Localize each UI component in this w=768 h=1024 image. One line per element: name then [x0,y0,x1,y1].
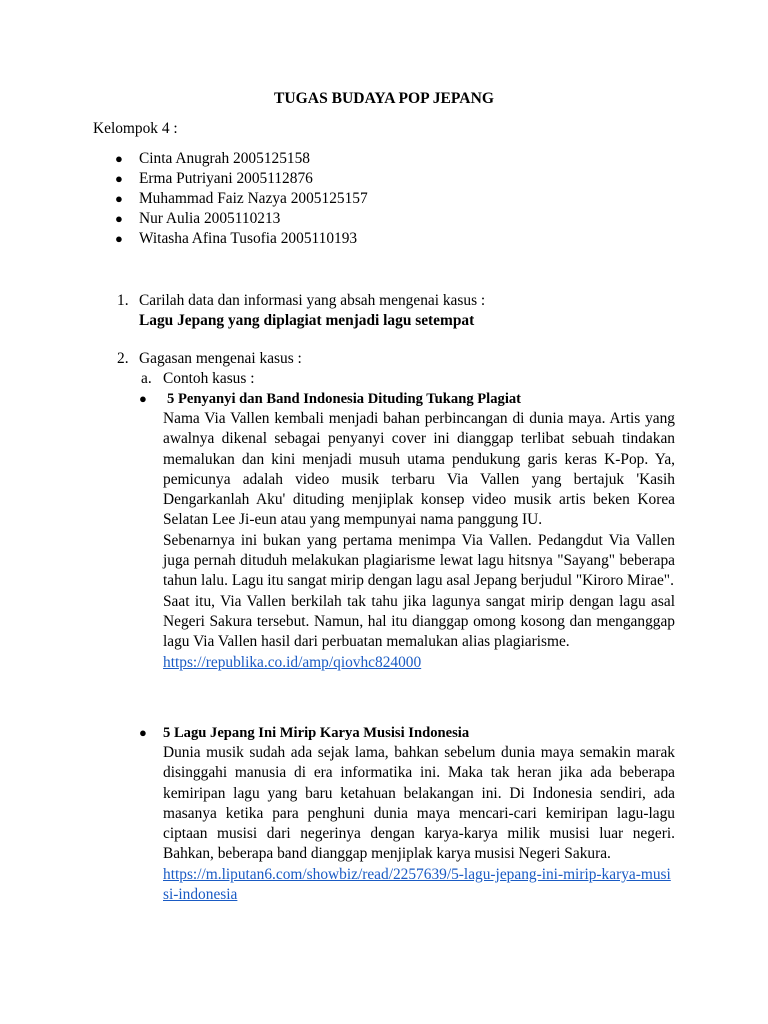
member-name: Erma Putriyani 2005112876 [139,170,313,187]
item-1-text: Carilah data dan informasi yang absah mengenai kasus : [139,292,486,309]
bullet-icon: ● [115,151,123,166]
case-1-paragraph-1: Nama Via Vallen kembali menjadi bahan perbincangan di dunia maya. Artis yang awalnya dikenal sebagai penyanyi cover ini dianggap terlibat sebuah tindakan memalukan dan kini menjadi musuh utama pendukung garis keras K-Pop. Ya, pemicunya adalah video musik terbaru Via Vallen yang bertajuk 'Kasih Dengarkanlah Aku' dituding menjiplak konsep video musik artis beken Korea Selatan Lee Ji-eun atau yang mempunyai nama panggung IU. [163,410,675,529]
bullet-icon: ● [115,171,123,186]
document-title: TUGAS BUDAYA POP JEPANG [274,90,494,107]
member-name: Muhammad Faiz Nazya 2005125157 [139,190,368,207]
item-2a-text: Contoh kasus : [163,370,255,387]
case-2-source-link[interactable]: https://m.liputan6.com/showbiz/read/2257639/5-lagu-jepang-ini-mirip-karya-musisi-indonesia [163,865,671,904]
case-1-body [163,409,675,673]
item-2a-letter: a. [141,370,152,387]
item-2-text: Gagasan mengenai kasus : [139,350,302,367]
case-1-source-link[interactable]: https://republika.co.id/amp/qiovhc824000 [163,653,422,671]
item-1-number: 1. [117,292,129,309]
item-1-subject: Lagu Jepang yang diplagiat menjadi lagu setempat [139,312,475,329]
bullet-icon: ● [139,725,147,740]
bullet-icon: ● [115,191,123,206]
bullet-icon: ● [139,391,147,406]
group-label: Kelompok 4 : [93,120,178,137]
member-name: Nur Aulia 2005110213 [139,210,281,227]
case-2-paragraph-1: Dunia musik sudah ada sejak lama, bahkan sebelum dunia maya semakin marak disinggahi manusia di era informatika ini. Maka tak heran jika ada beberapa kemiripan lagu yang baru ketahuan belakangan ini. Di Indonesia sendiri, ada masanya ketika para penghuni dunia maya mencari-cari kemiripan lagu-lagu ciptaan musisi dari negerinya dengan karya-karya milik musisi luar negeri. Bahkan, beberapa band dianggap menjiplak karya musisi Negeri Sakura. [163,744,675,863]
case-1-paragraph-2: Sebenarnya ini bukan yang pertama menimpa Via Vallen. Pedangdut Via Vallen juga pernah dituduh melakukan plagiarisme lewat lagu hitsnya "Sayang" beberapa tahun lalu. Lagu itu sangat mirip dengan lagu asal Jepang berjudul "Kiroro Mirae". [163,531,675,590]
member-name: Cinta Anugrah 2005125158 [139,150,310,167]
case-2-heading: 5 Lagu Jepang Ini Mirip Karya Musisi Indonesia [163,725,470,741]
bullet-icon: ● [115,231,123,246]
item-2-number: 2. [117,350,129,367]
case-1-paragraph-3: Saat itu, Via Vallen berkilah tak tahu jika lagunya sangat mirip dengan lagu asal Negeri Sakura tersebut. Namun, hal itu dianggap omong kosong dan menganggap lagu Via Vallen hasil dari perbuatan memalukan alias plagiarisme. [163,592,675,651]
case-1-heading: 5 Penyanyi dan Band Indonesia Dituding Tukang Plagiat [167,391,522,407]
member-name: Witasha Afina Tusofia 2005110193 [139,230,358,247]
case-2-body [163,743,675,905]
bullet-icon: ● [115,211,123,226]
